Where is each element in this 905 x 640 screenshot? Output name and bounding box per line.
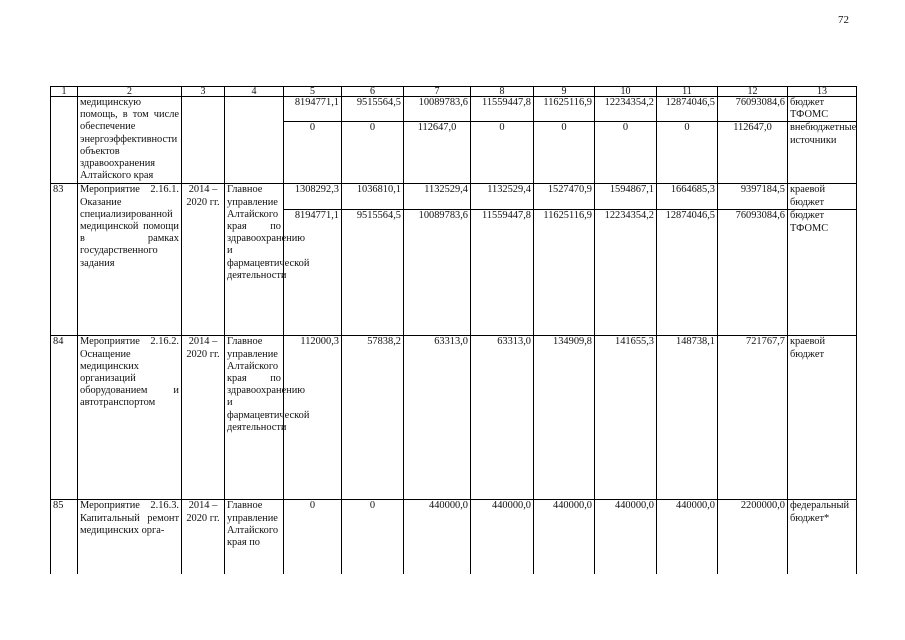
value-2018: 0 <box>534 122 595 184</box>
value-2014: 0 <box>284 122 342 184</box>
col-head-7: 7 <box>404 87 471 97</box>
period: 2014 – 2020 гг. <box>182 336 225 500</box>
value-2019: 1594867,1 <box>595 184 657 210</box>
value-2015: 57838,2 <box>342 336 404 500</box>
value-2018: 1527470,9 <box>534 184 595 210</box>
value-2019: 0 <box>595 122 657 184</box>
column-number-row <box>51 87 857 97</box>
executor: Главное управление Алтайского края по здравоохранению и фармацевтической деятельности <box>225 184 284 336</box>
budget-table <box>50 86 857 574</box>
period: 2014 – 2020 гг. <box>182 184 225 336</box>
executor: Главное управление Алтайского края по здравоохранению и фармацевтической деятельности <box>225 336 284 500</box>
value-2019: 141655,3 <box>595 336 657 500</box>
value-2020: 12874046,5 <box>657 97 718 122</box>
value-2019: 440000,0 <box>595 500 657 574</box>
row-number: 84 <box>51 336 78 500</box>
value-2017: 63313,0 <box>471 336 534 500</box>
col-head-8: 8 <box>471 87 534 97</box>
funding-source: федеральный бюджет* <box>788 500 857 574</box>
measure-description: медицинскую помощь, в том числе обеспечение энергоэффективности объектов здравоохранения Алтайского края <box>78 97 182 184</box>
value-2017: 440000,0 <box>471 500 534 574</box>
value-total: 9397184,5 <box>718 184 788 210</box>
value-total: 2200000,0 <box>718 500 788 574</box>
row-number <box>51 97 78 184</box>
col-head-10: 10 <box>595 87 657 97</box>
value-total: 76093084,6 <box>718 97 788 122</box>
table-row <box>51 500 857 574</box>
funding-source: бюджет ТФОМС <box>788 210 857 336</box>
col-head-13: 13 <box>788 87 857 97</box>
table-row <box>51 184 857 210</box>
col-head-5: 5 <box>284 87 342 97</box>
measure-description: Мероприятие 2.16.2. Оснащение медицинских организаций оборудованием и автотранспортом <box>78 336 182 500</box>
value-2019: 12234354,2 <box>595 210 657 336</box>
value-2017: 0 <box>471 122 534 184</box>
value-2020: 440000,0 <box>657 500 718 574</box>
funding-source: краевой бюджет <box>788 184 857 210</box>
value-2019: 12234354,2 <box>595 97 657 122</box>
col-head-9: 9 <box>534 87 595 97</box>
value-2016: 440000,0 <box>404 500 471 574</box>
value-2015: 0 <box>342 122 404 184</box>
value-2017: 1132529,4 <box>471 184 534 210</box>
value-total: 112647,0 <box>718 122 788 184</box>
value-2015: 0 <box>342 500 404 574</box>
col-head-2: 2 <box>78 87 182 97</box>
page-number: 72 <box>838 14 849 26</box>
col-head-4: 4 <box>225 87 284 97</box>
value-2017: 11559447,8 <box>471 210 534 336</box>
value-2018: 11625116,9 <box>534 97 595 122</box>
period <box>182 97 225 184</box>
value-2018: 134909,8 <box>534 336 595 500</box>
col-head-1: 1 <box>51 87 78 97</box>
value-2014: 8194771,1 <box>284 97 342 122</box>
funding-source: краевой бюджет <box>788 336 857 500</box>
value-2018: 440000,0 <box>534 500 595 574</box>
funding-source: внебюджетные источники <box>788 122 857 184</box>
value-2017: 11559447,8 <box>471 97 534 122</box>
period: 2014 – 2020 гг. <box>182 500 225 574</box>
value-2015: 9515564,5 <box>342 210 404 336</box>
measure-description: Мероприятие 2.16.3. Капитальный ремонт медицинских орга- <box>78 500 182 574</box>
value-2015: 9515564,5 <box>342 97 404 122</box>
measure-description: Мероприятие 2.16.1. Оказание специализированной медицинской помощи в рамках государственного задания <box>78 184 182 336</box>
col-head-12: 12 <box>718 87 788 97</box>
value-2016: 63313,0 <box>404 336 471 500</box>
row-number: 85 <box>51 500 78 574</box>
value-total: 76093084,6 <box>718 210 788 336</box>
executor: Главное управление Алтайского края по <box>225 500 284 574</box>
value-2014: 8194771,1 <box>284 210 342 336</box>
value-2020: 1664685,3 <box>657 184 718 210</box>
value-2014: 0 <box>284 500 342 574</box>
table-row <box>51 336 857 500</box>
value-total: 721767,7 <box>718 336 788 500</box>
col-head-11: 11 <box>657 87 718 97</box>
col-head-3: 3 <box>182 87 225 97</box>
funding-source: бюджет ТФОМС <box>788 97 857 122</box>
value-2016: 10089783,6 <box>404 210 471 336</box>
value-2020: 12874046,5 <box>657 210 718 336</box>
row-number: 83 <box>51 184 78 336</box>
value-2020: 148738,1 <box>657 336 718 500</box>
value-2020: 0 <box>657 122 718 184</box>
value-2014: 112000,3 <box>284 336 342 500</box>
value-2018: 11625116,9 <box>534 210 595 336</box>
executor <box>225 97 284 184</box>
value-2016: 112647,0 <box>404 122 471 184</box>
table-row <box>51 97 857 122</box>
value-2015: 1036810,1 <box>342 184 404 210</box>
value-2016: 1132529,4 <box>404 184 471 210</box>
value-2014: 1308292,3 <box>284 184 342 210</box>
col-head-6: 6 <box>342 87 404 97</box>
value-2016: 10089783,6 <box>404 97 471 122</box>
